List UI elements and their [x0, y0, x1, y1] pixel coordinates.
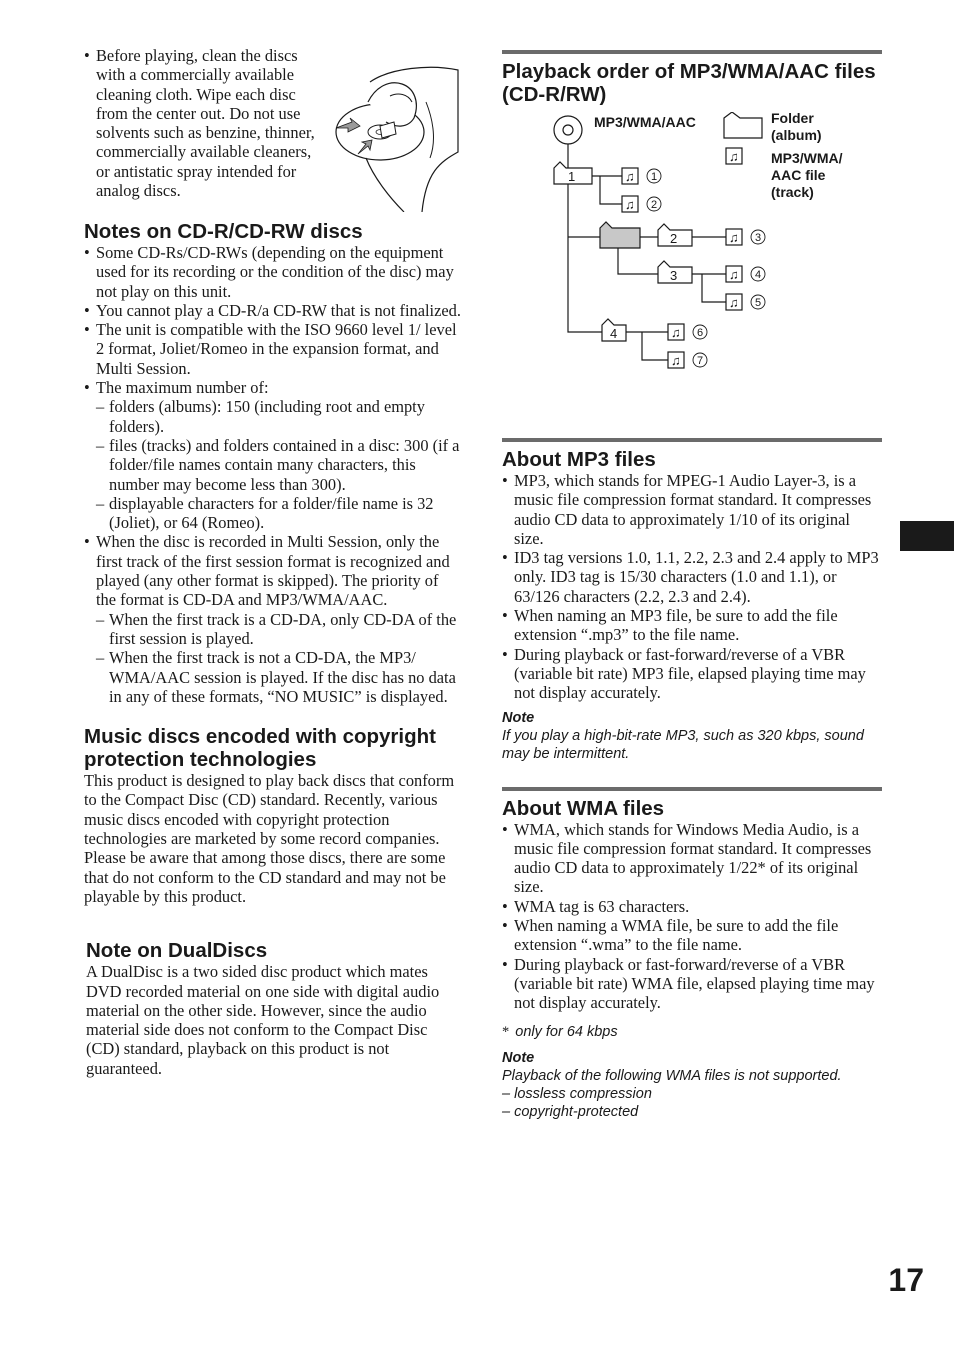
folder-label-4: 4: [610, 326, 618, 341]
cleaning-section: [84, 46, 462, 206]
track-3-icon: [726, 229, 765, 245]
cdr-bullet-3: • The unit is compatible with the ISO 9660 level 1/ level 2 format, Joliet/Romeo in the expansion format, and Multi Session.: [84, 320, 462, 378]
wma-bullet-2: • WMA tag is 63 characters.: [502, 897, 882, 916]
svg-text:♫: ♫: [729, 230, 739, 245]
mp3-bullet-1: • MP3, which stands for MPEG-1 Audio Layer-3, is a music file compression format standard. It compresses audio CD data to approximately 1/10 of its original size.: [502, 471, 882, 548]
track-number-6: 6: [697, 327, 704, 339]
root-disc-hole: [563, 125, 573, 135]
svg-text:♫: ♫: [671, 353, 681, 368]
cdr-heading: Notes on CD-R/CD-RW discs: [84, 220, 363, 243]
cdr-bullet-1: • Some CD-Rs/CD-RWs (depending on the equipment used for its recording or the condition of the disc) may not play on this unit.: [84, 243, 462, 301]
wma-bullet-3: • When naming a WMA file, be sure to add the file extension “.wma” to the file name.: [502, 916, 882, 955]
copyright-text: This product is designed to play back discs that conform to the Compact Disc (CD) standard. Recently, various music discs encoded with copyright protection technologies are marketed by some record companies. Please be aware that among those discs, there are some that do not conform to the CD standard and may not be playable by this product.: [84, 771, 455, 906]
max-number-list: [96, 397, 462, 532]
right-column: [502, 50, 882, 1121]
cdr-bullet-4-text: The maximum number of:: [96, 378, 269, 398]
folder-3-icon: [658, 261, 692, 283]
folder-label-3: 3: [670, 268, 678, 283]
legend-file-label: MP3/WMA/ AAC file (track): [771, 150, 843, 200]
session-list: [96, 610, 462, 706]
folder-2-icon: [658, 224, 692, 246]
svg-text:♫: ♫: [729, 267, 739, 282]
track-5-icon: [726, 294, 765, 310]
svg-text:♫: ♫: [729, 295, 739, 310]
mp3-bullet-3: • When naming an MP3 file, be sure to add the file extension “.mp3” to the file name.: [502, 606, 882, 645]
cdr-bullet-2: • You cannot play a CD-R/a CD-RW that is not finalized.: [84, 301, 462, 320]
mp3-heading: About MP3 files: [502, 438, 882, 471]
svg-text:♫: ♫: [671, 325, 681, 340]
track-2-icon: [622, 196, 661, 212]
session-item-not-cdda: – When the first track is not a CD-DA, the MP3/ WMA/AAC session is played. If the disc has no data in any of these formats, “NO MUSIC” is displayed.: [96, 648, 462, 706]
cdr-list: [84, 243, 462, 706]
cleaning-list: [84, 46, 316, 200]
track-number-3: 3: [755, 232, 762, 244]
root-disc-icon: [554, 116, 582, 144]
track-number-5: 5: [755, 297, 762, 309]
wma-heading: About WMA files: [502, 787, 882, 820]
folder-4-icon: [602, 319, 626, 341]
cdr-bullet-5: [84, 532, 462, 706]
max-item-files: – files (tracks) and folders contained in a disc: 300 (if a folder/file names contain many characters, this number may become less than 300).: [96, 436, 462, 494]
mp3-note-label: Note: [502, 709, 535, 726]
mp3-list: [502, 471, 882, 703]
wma-bullet-4: • During playback or fast-forward/reverse of a VBR (variable bit rate) WMA file, elapsed playing time may not display accurately.: [502, 955, 882, 1013]
cdr-bullet-4: [84, 378, 462, 532]
left-column: [84, 46, 462, 1078]
svg-text:♫: ♫: [729, 149, 739, 164]
legend-file-icon: [726, 148, 742, 164]
dualdisc-heading: Note on DualDiscs: [86, 939, 268, 963]
playback-order-diagram: [502, 112, 882, 402]
track-number-2: 2: [651, 199, 658, 211]
folder-label-1: 1: [568, 169, 576, 184]
wma-note-item-lossless: – lossless compression: [502, 1085, 652, 1102]
wma-note-label: Note: [502, 1049, 535, 1066]
legend-folder-label: Folder (album): [771, 110, 822, 143]
track-4-icon: [726, 266, 765, 282]
wma-note-item-copyright: – copyright-protected: [502, 1103, 639, 1120]
svg-text:♫: ♫: [625, 169, 635, 184]
track-7-icon: [668, 352, 707, 368]
track-number-1: 1: [651, 171, 658, 183]
folder-1-icon: [554, 162, 592, 184]
wma-note-text: Playback of the following WMA files is not supported.: [502, 1067, 842, 1084]
legend-folder-icon: [724, 112, 762, 138]
cdr-bullet-5-text: When the disc is recorded in Multi Session, only the first track of the first session format is recognized and played (any other format is skipped). The priority of the format is CD-DA and MP3/WMA/AAC.: [96, 532, 450, 610]
playback-heading: Playback order of MP3/WMA/AAC files (CD-R/RW): [502, 50, 882, 106]
mp3-bullet-2: • ID3 tag versions 1.0, 1.1, 2.2, 2.3 and 2.4 apply to MP3 only. ID3 tag is 15/30 characters (1.0 and 1.1), or 63/126 characters (2.2, 2.3 and 2.4).: [502, 548, 882, 606]
page-number: 17: [888, 1262, 924, 1298]
disc-cleaning-illustration: [330, 62, 462, 212]
track-number-7: 7: [697, 355, 704, 367]
dualdisc-text: A DualDisc is a two sided disc product which mates DVD recorded material on one side with digital audio material on the other side. However, since the audio material side does not conform to the Compact Disc (CD) standard, playback on this product is not guaranteed.: [86, 962, 440, 1078]
wma-footnote: [502, 1023, 882, 1041]
session-item-cdda: – When the first track is a CD-DA, only CD-DA of the first session is played.: [96, 610, 462, 649]
page-side-tab: [900, 521, 954, 551]
copyright-heading: Music discs encoded with copyright protection technologies: [84, 725, 436, 772]
mp3-bullet-4: • During playback or fast-forward/reverse of a VBR (variable bit rate) MP3 file, elapsed playing time may not display accurately.: [502, 645, 882, 703]
mp3-note-text: If you play a high-bit-rate MP3, such as 320 kbps, sound may be intermittent.: [502, 727, 864, 762]
wma-list: [502, 820, 882, 1013]
svg-text:♫: ♫: [625, 197, 635, 212]
max-item-folders: – folders (albums): 150 (including root and empty folders).: [96, 397, 462, 436]
footnote-mark: *: [502, 1023, 510, 1040]
max-item-characters: – displayable characters for a folder/file name is 32 (Joliet), or 64 (Romeo).: [96, 494, 462, 533]
track-6-icon: [668, 324, 707, 340]
track-number-4: 4: [755, 269, 762, 281]
root-label: MP3/WMA/AAC: [594, 114, 696, 130]
cleaning-bullet: • Before playing, clean the discs with a commercially available cleaning cloth. Wipe each disc from the center out. Do not use solvents such as benzine, thinner, commercially available cleaners, or antistatic spray intended for analog discs.: [84, 46, 316, 200]
wma-bullet-1: • WMA, which stands for Windows Media Audio, is a music file compression format standard. It compresses audio CD data to approximately 1/22* of its original size.: [502, 820, 882, 897]
track-1-icon: [622, 168, 661, 184]
folder-root-shaded-icon: [600, 222, 640, 248]
folder-label-2: 2: [670, 231, 678, 246]
footnote-text: only for 64 kbps: [515, 1023, 618, 1040]
